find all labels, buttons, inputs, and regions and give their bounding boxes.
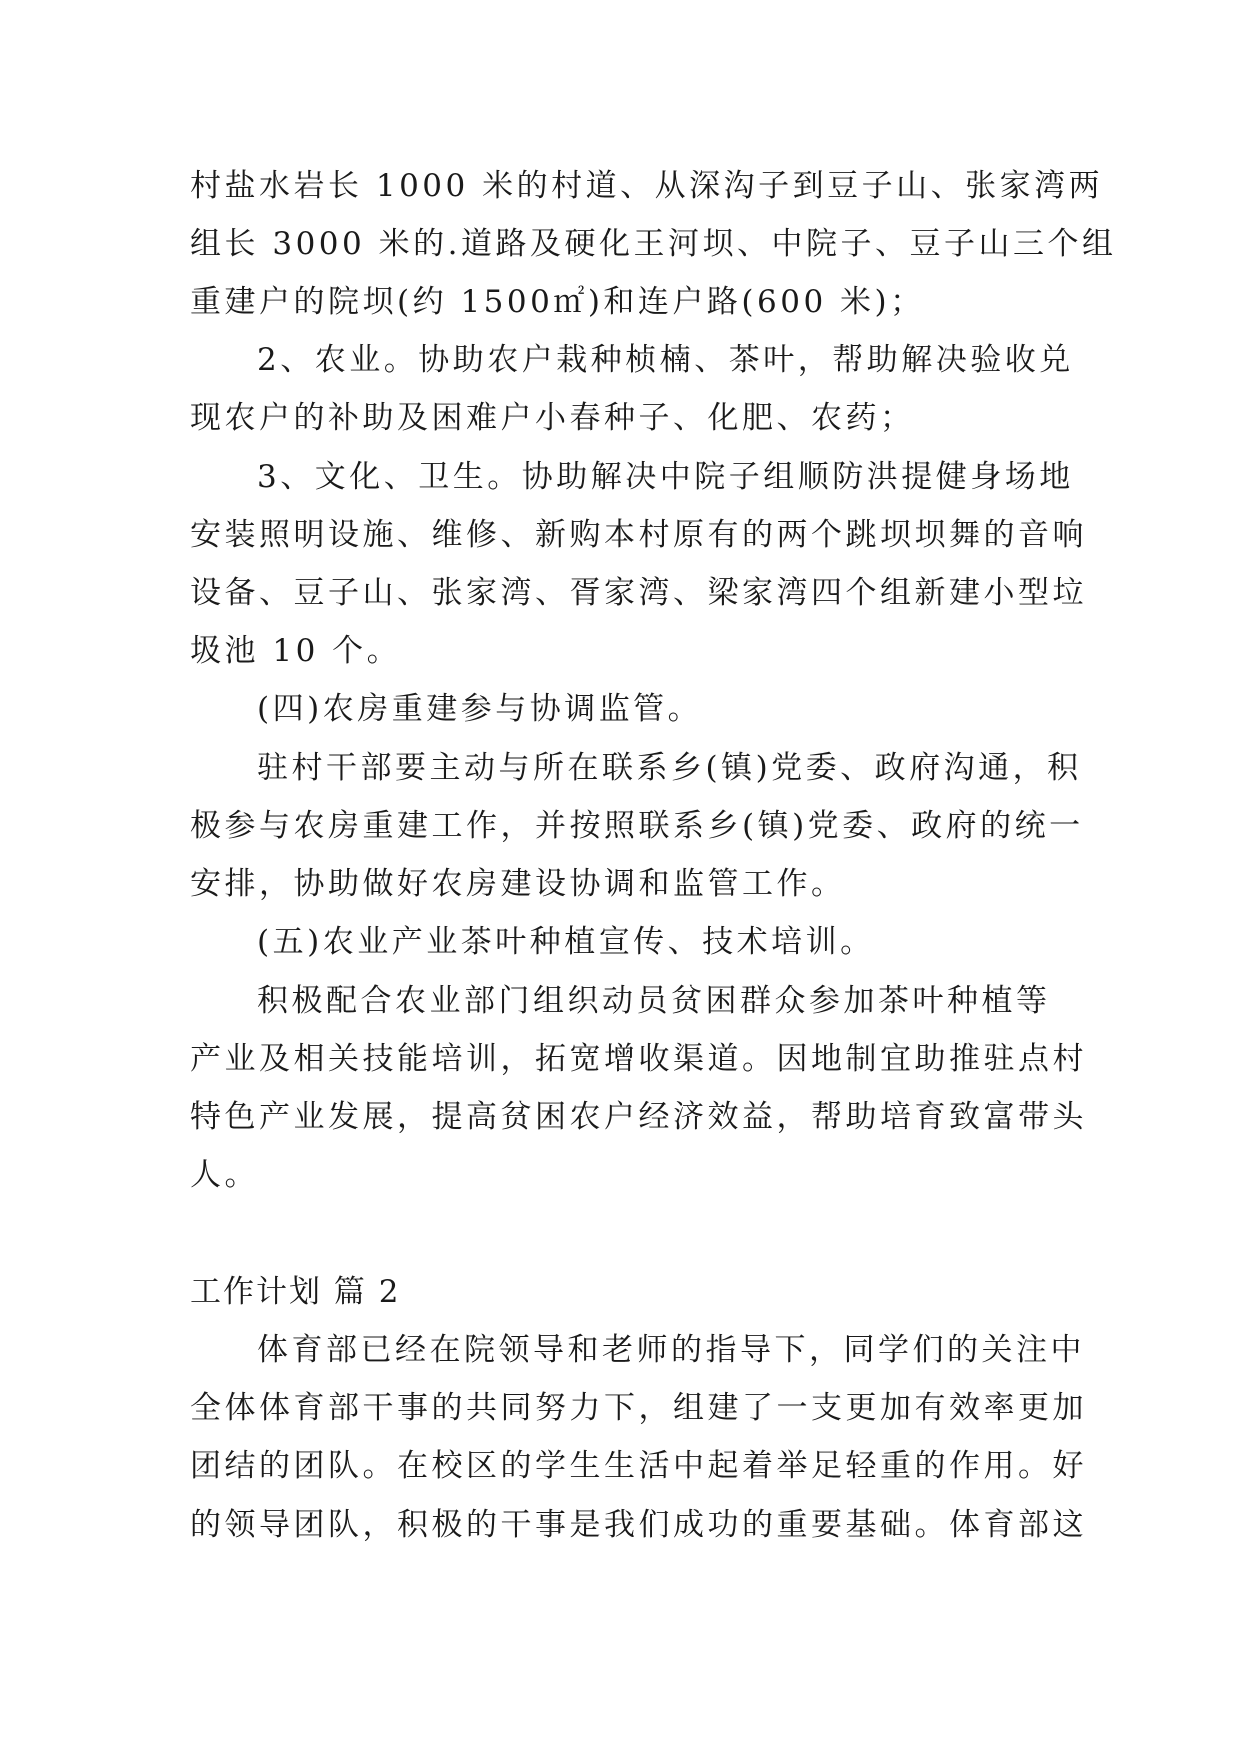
body-text-line: 积极配合农业部门组织动员贫困群众参加茶叶种植等 (257, 983, 1051, 1019)
body-text-line: 3、文化、卫生。协助解决中院子组顺防洪提健身场地 (257, 459, 1074, 495)
body-text-line: 特色产业发展，提高贫困农户经济效益，帮助培育致富带头 (190, 1099, 1087, 1135)
section-heading: (四)农房重建参与协调监管。 (257, 691, 703, 727)
body-text-line: 产业及相关技能培训，拓宽增收渠道。因地制宜助推驻点村 (190, 1041, 1087, 1077)
body-text-line: 安装照明设施、维修、新购本村原有的两个跳坝坝舞的音响 (190, 517, 1087, 553)
article-title: 工作计划 篇 2 (190, 1274, 401, 1310)
body-text-line: 极参与农房重建工作，并按照联系乡(镇)党委、政府的统一 (190, 808, 1084, 844)
body-text-line: 2、农业。协助农户栽种桢楠、茶叶，帮助解决验收兑 (257, 342, 1074, 378)
body-text-line: 体育部已经在院领导和老师的指导下，同学们的关注中 (257, 1332, 1085, 1368)
body-text-line: 全体体育部干事的共同努力下，组建了一支更加有效率更加 (190, 1390, 1087, 1426)
body-text-line: 驻村干部要主动与所在联系乡(镇)党委、政府沟通，积 (257, 750, 1082, 786)
section-heading: (五)农业产业茶叶种植宣传、技术培训。 (257, 924, 875, 960)
body-text-line: 安排，协助做好农房建设协调和监管工作。 (190, 866, 846, 902)
body-text-line: 现农户的补助及困难户小春种子、化肥、农药； (190, 400, 915, 436)
body-text-line: 人。 (190, 1157, 259, 1193)
body-text-line: 重建户的院坝(约 1500㎡)和连户路(600 米)； (190, 284, 925, 320)
body-text-line: 的领导团队，积极的干事是我们成功的重要基础。体育部这 (190, 1507, 1087, 1543)
body-text-line: 团结的团队。在校区的学生生活中起着举足轻重的作用。好 (190, 1448, 1087, 1484)
body-text-line: 组长 3000 米的.道路及硬化王河坝、中院子、豆子山三个组 (190, 226, 1117, 262)
body-text-line: 圾池 10 个。 (190, 633, 402, 669)
body-text-line: 村盐水岩长 1000 米的村道、从深沟子到豆子山、张家湾两 (190, 168, 1104, 204)
body-text-line: 设备、豆子山、张家湾、胥家湾、梁家湾四个组新建小型垃 (190, 575, 1087, 611)
